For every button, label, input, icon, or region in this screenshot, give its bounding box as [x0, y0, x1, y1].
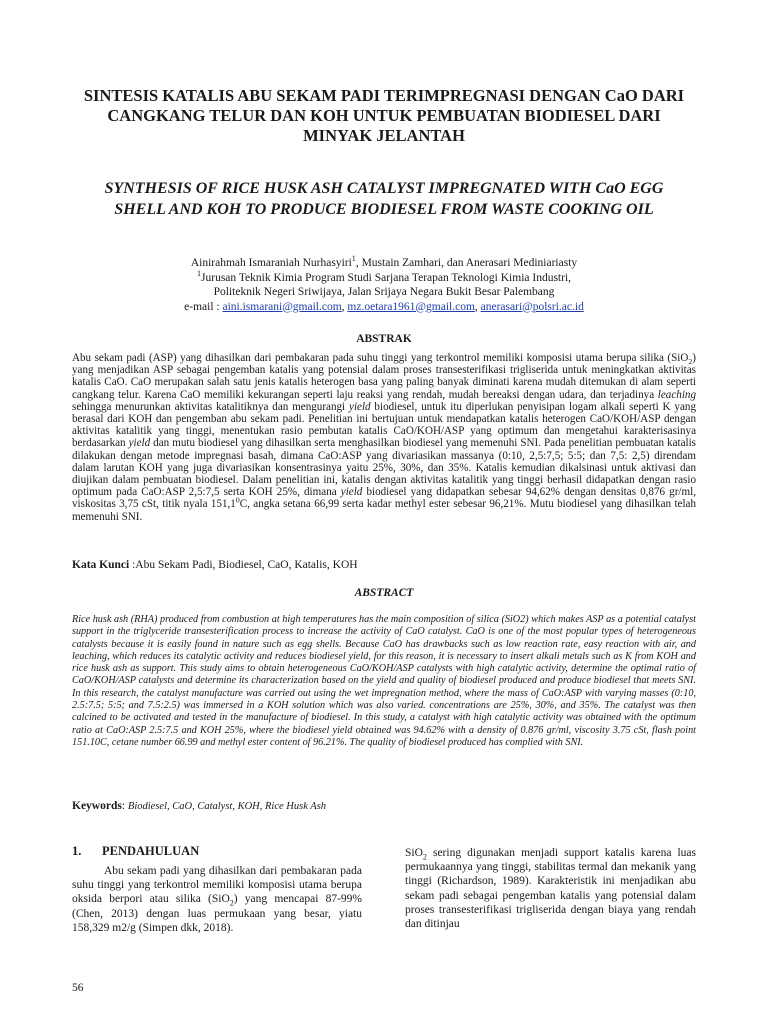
email-link-3[interactable]: anerasari@polsri.ac.id — [480, 300, 584, 313]
title-indonesian: SINTESIS KATALIS ABU SEKAM PADI TERIMPREGNASI DENGAN CaO DARI CANGKANG TELUR DAN KOH UNTUK PEMBUATAN BIODIESEL DARI MINYAK JELANTAH — [83, 86, 685, 145]
abstrak-body: Abu sekam padi (ASP) yang dihasilkan dari pembakaran pada suhu tinggi yang terkontrol memiliki komposisi utama berupa silika (SiO$_2$) yang menjadikan ASP sebagai pengemban katalis yang potensial dalam proses transesterifikasi trigliserida untuk meningkatkan aktivitas katalis CaO. CaO merupakan salah satu jenis katalis heterogen basa yang paling banyak diminati karena mudah ditemukan di alam seperti cangkang telur. Karena CaO memiliki kekurangan seperti laju reaksi yang rendah, mudah bereaksi dengan udara, dan terjadinya leaching sehingga menurunkan aktivitas katalitiknya dan mengurangi yield biodiesel, untuk itu diperlukan penyisipan logam alkali seperti K yang berasal dari KOH dan pengemban abu sekam padi. Penelitian ini bertujuan untuk mendapatkan katalis heterogen CaO/KOH/ASP dengan aktivitas katalitik yang tinggi, menentukan rasio pembutan katalis CaO/KOH/ASP yang optimum dan mengetahui karakterisasinya berdasarkan yield dan mutu biodiesel yang dihasilkan serta menghasilkan biodiesel yang memenuhi SNI. Pada penelitian pembuatan katalis dilakukan dengan metode impregnasi basah, dimana CaO:ASP yang divariasikan massanya (0:10, 2,5:7,5; 5:5; dan 7,5: 2,5) direndam dalam larutan KOH yang juga divariasikan konsentrasinya yaitu 25%, 30%, dan 35%. Katalis kemudian dikalsinasi untuk aktivasi dan diujikan dalam pembuatan biodiesel. Dalam penelitian ini, katalis dengan aktivitas katalitik yang tinggi berhasil didapatkan dengan rasio optimum pada CaO:ASP 2,5:7,5 serta KOH 25%, dimana yield biodiesel yang didapatkan sebesar 94,62% dengan densitas 0,876 gr/ml, viskositas 3,75 cSt, titik nyala 151,1$^0$C, angka setana 66,99 serta kadar methyl ester sebesar 96,21%. Mutu biodiesel yang dihasilkan telah memenuhi SNI. — [72, 352, 697, 523]
kata-kunci: Kata Kunci :Abu Sekam Padi, Biodiesel, CaO, Katalis, KOH — [72, 559, 358, 571]
author-names: Ainirahmah Ismaraniah Nurhasyiri$^1$, Mustain Zamhari, dan Anerasari Mediniariasty — [190, 254, 578, 269]
email-link-1[interactable]: aini.ismarani@gmail.com — [222, 300, 342, 313]
page-number: 56 — [72, 982, 84, 994]
author-emails: e-mail : aini.ismarani@gmail.com, mz.oetara1961@gmail.com, anerasari@polsri.ac.id — [184, 300, 584, 313]
abstrak-heading: ABSTRAK — [356, 333, 412, 345]
abstract-heading: ABSTRACT — [354, 587, 414, 599]
author-block — [150, 256, 618, 314]
author-address: Politeknik Negeri Sriwijaya, Jalan Srijaya Negara Bukit Besar Palembang — [213, 286, 555, 298]
intro-right-column: SiO$_2$ sering digunakan menjadi support katalis karena luas permukaannya yang tinggi, stabilitas termal dan mekanik yang tinggi (Richardson, 1989). Karakteristik ini menjadikan abu sekam padi sebagai pengemban katalis yang potensial dalam proses transesterifikasi trigliserida dengan biaya yang rendah dan ditinjau — [405, 847, 696, 931]
email-link-2[interactable]: mz.oetara1961@gmail.com — [347, 300, 475, 313]
keywords: Keywords: Biodiesel, CaO, Catalyst, KOH, Rice Husk Ash — [72, 800, 327, 812]
author-affiliation: $^1$Jurusan Teknik Kimia Program Studi Sarjana Terapan Teknologi Kimia Industri, — [196, 268, 572, 284]
title-english: SYNTHESIS OF RICE HUSK ASH CATALYST IMPREGNATED WITH CaO EGG SHELL AND KOH TO PRODUCE BIODIESEL FROM WASTE COOKING OIL — [104, 180, 664, 218]
section-heading: 1. PENDAHULUAN — [72, 844, 200, 858]
abstract-body: Rice husk ash (RHA) produced from combustion at high temperatures has the main composition of silica (SiO2) which makes ASP as a potential catalyst support in the triglyceride transesterification process to increase the activity of CaO catalyst. CaO is one of the most popular types of heterogeneous catalysts because it is easily found in nature such as egg shells. Because CaO has drawbacks such as low reaction rate, easy reaction with air, and leaching, which reduces its catalytic activity and reduces biodiesel yield, for this reason, it is necessary to insert alkali metals such as K from KOH and rice husk ash as support. This study aims to obtain heterogeneous CaO/KOH/ASP catalysts with high catalytic activity, determine the optimal ratio of CaO/KOH/ASP catalysts and determine its characterization based on the yield and quality of biodiesel produced and produce biodiesel that meets SNI. In this research, the catalyst manufacture was carried out using the wet impregnation method, where the mass of CaO:ASP with varying masses (0:10, 2.5:7.5; 5:5; and 7.5:2.5) was immersed in a KOH solution which was also varied. concentrations are 25%, 30%, and 35%. The catalyst was then calcined to be activated and tested in the manufacture of biodiesel. In this study, a catalyst with high catalytic activity was obtained with the optimum ratio at CaO:ASP 2.5:7.5 and KOH 25%, where the biodiesel yield obtained was 94.62% with a density of 0.876 gr/ml, viscosity 3.75 cSt, flash point 151.10C, cetane number 66.99 and methyl ester content of 96.21%. The quality of biodiesel produced has complied with SNI. — [72, 614, 696, 748]
intro-left-column: Abu sekam padi yang dihasilkan dari pembakaran pada suhu tinggi yang terkontrol memiliki komposisi utama berupa oksida berpori atau silika (SiO$_2$) yang mencapai 87-99% (Chen, 2013) dengan luas permukaan yang besar, yiatu 158,329 m2/g (Simpen dkk, 2018). — [72, 865, 362, 934]
